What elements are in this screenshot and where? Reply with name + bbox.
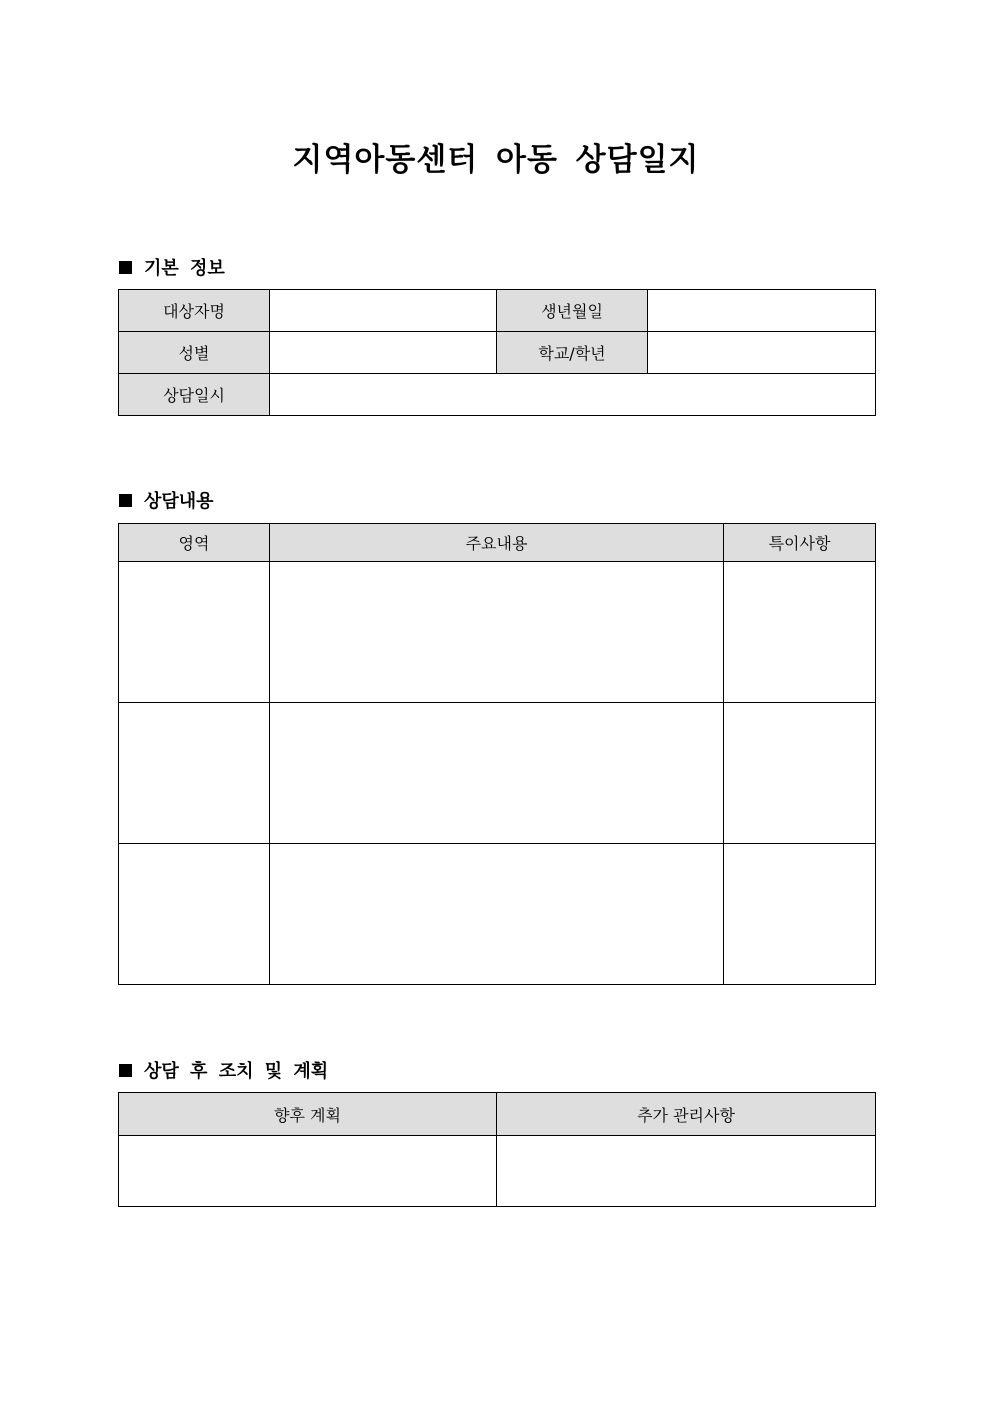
column-header-additional-management: 추가 관리사항: [497, 1093, 876, 1136]
birthdate-field[interactable]: [648, 290, 876, 332]
column-header-future-plan: 향후 계획: [119, 1093, 497, 1136]
column-header-area: 영역: [119, 524, 270, 562]
table-row: [119, 844, 876, 985]
section-heading-label: 상담내용: [144, 491, 214, 512]
notes-cell[interactable]: [724, 703, 876, 844]
table-row: [119, 290, 876, 332]
additional-management-cell[interactable]: [497, 1136, 876, 1207]
table-header-row: [119, 1093, 876, 1136]
table-row: [119, 332, 876, 374]
gender-label: 성별: [119, 332, 270, 374]
birthdate-label: 생년월일: [497, 290, 648, 332]
square-bullet-icon: [119, 1064, 132, 1077]
future-plan-cell[interactable]: [119, 1136, 497, 1207]
column-header-notes: 특이사항: [724, 524, 876, 562]
square-bullet-icon: [119, 261, 132, 274]
table-row: [119, 374, 876, 416]
table-row: [119, 562, 876, 703]
page-title: 지역아동센터 아동 상담일지: [292, 142, 700, 178]
square-bullet-icon: [119, 494, 132, 507]
name-field[interactable]: [270, 290, 497, 332]
notes-cell[interactable]: [724, 562, 876, 703]
section-heading-basic-info: [119, 254, 225, 280]
column-header-main-content: 주요내용: [270, 524, 724, 562]
main-content-cell[interactable]: [270, 844, 724, 985]
name-label: 대상자명: [119, 290, 270, 332]
notes-cell[interactable]: [724, 844, 876, 985]
area-cell[interactable]: [119, 844, 270, 985]
section-heading-label: 상담 후 조치 및 계획: [144, 1061, 329, 1082]
school-grade-field[interactable]: [648, 332, 876, 374]
datetime-label: 상담일시: [119, 374, 270, 416]
school-grade-label: 학교/학년: [497, 332, 648, 374]
main-content-cell[interactable]: [270, 703, 724, 844]
table-row: [119, 703, 876, 844]
table-row: [119, 1136, 876, 1207]
area-cell[interactable]: [119, 703, 270, 844]
counseling-table: [118, 523, 876, 985]
table-header-row: [119, 524, 876, 562]
section-heading-label: 기본 정보: [144, 258, 225, 279]
section-heading-counseling: [119, 487, 214, 513]
basic-info-table: [118, 289, 876, 416]
datetime-field[interactable]: [270, 374, 876, 416]
section-heading-followup: [119, 1057, 328, 1083]
area-cell[interactable]: [119, 562, 270, 703]
followup-table: [118, 1092, 876, 1207]
gender-field[interactable]: [270, 332, 497, 374]
main-content-cell[interactable]: [270, 562, 724, 703]
